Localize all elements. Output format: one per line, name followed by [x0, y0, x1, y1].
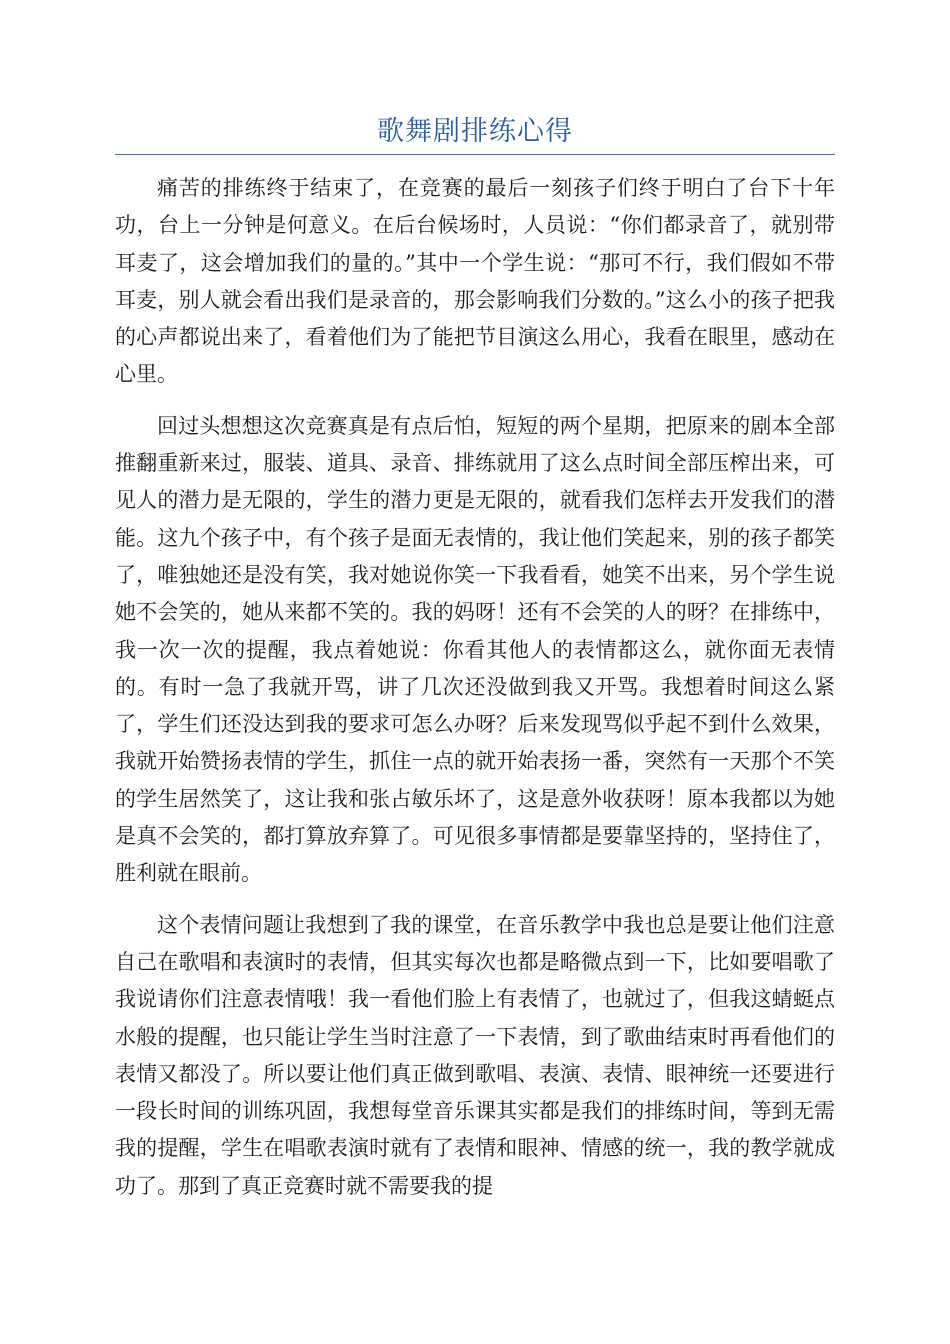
document-title: 歌舞剧排练心得 — [377, 116, 573, 147]
paragraph-1: 痛苦的排练终于结束了，在竞赛的最后一刻孩子们终于明白了台下十年功，台上一分钟是何意义。在后台候场时，人员说：“你们都录音了，就别带耳麦了，这会增加我们的量的。”其中一个学生说：“那可不行，我们假如不带耳麦，别人就会看出我们是录音的，那会影响我们分数的。”这么小的孩子把我的心声都说出来了，看着他们为了能把节目演这么用心，我看在眼里，感动在心里。 — [115, 176, 835, 387]
title-underline — [115, 154, 835, 155]
paragraph-2: 回过头想想这次竞赛真是有点后怕，短短的两个星期，把原来的剧本全部推翻重新来过，服装、道具、录音、排练就用了这么点时间全部压榨出来，可见人的潜力是无限的，学生的潜力更是无限的，就看我们怎样去开发我们的潜能。这九个孩子中，有个孩子是面无表情的，我让他们笑起来，别的孩子都笑了，唯独她还是没有笑，我对她说你笑一下我看看，她笑不出来，另个学生说她不会笑的，她从来都不笑的。我的妈呀！还有不会笑的人的呀？在排练中，我一次一次的提醒，我点着她说：你看其他人的表情都这么，就你面无表情的。有时一急了我就开骂，讲了几次还没做到我又开骂。我想着时间这么紧了，学生们还没达到我的要求可怎么办呀？后来发现骂似乎起不到什么效果，我就开始赞扬表情的学生，抓住一点的就开始表扬一番，突然有一天那个不笑的学生居然笑了，这让我和张占敏乐坏了，这是意外收获呀！原本我都以为她是真不会笑的，都打算放弃算了。可见很多事情都是要靠坚持的，坚持住了，胜利就在眼前。 — [115, 413, 835, 886]
document-body — [115, 170, 835, 1219]
paragraph-3: 这个表情问题让我想到了我的课堂，在音乐教学中我也总是要让他们注意自己在歌唱和表演时的表情，但其实每次也都是略微点到一下，比如要唱歌了我说请你们注意表情哦！我一看他们脸上有表情了，也就过了，但我这蜻蜓点水般的提醒，也只能让学生当时注意了一下表情，到了歌曲结束时再看他们的表情又都没了。所以要让他们真正做到歌唱、表演、表情、眼神统一还要进行一段长时间的训练巩固，我想每堂音乐课其实都是我们的排练时间，等到无需我的提醒，学生在唱歌表演时就有了表情和眼神、情感的统一，我的教学就成功了。那到了真正竞赛时就不需要我的提 — [115, 912, 835, 1198]
